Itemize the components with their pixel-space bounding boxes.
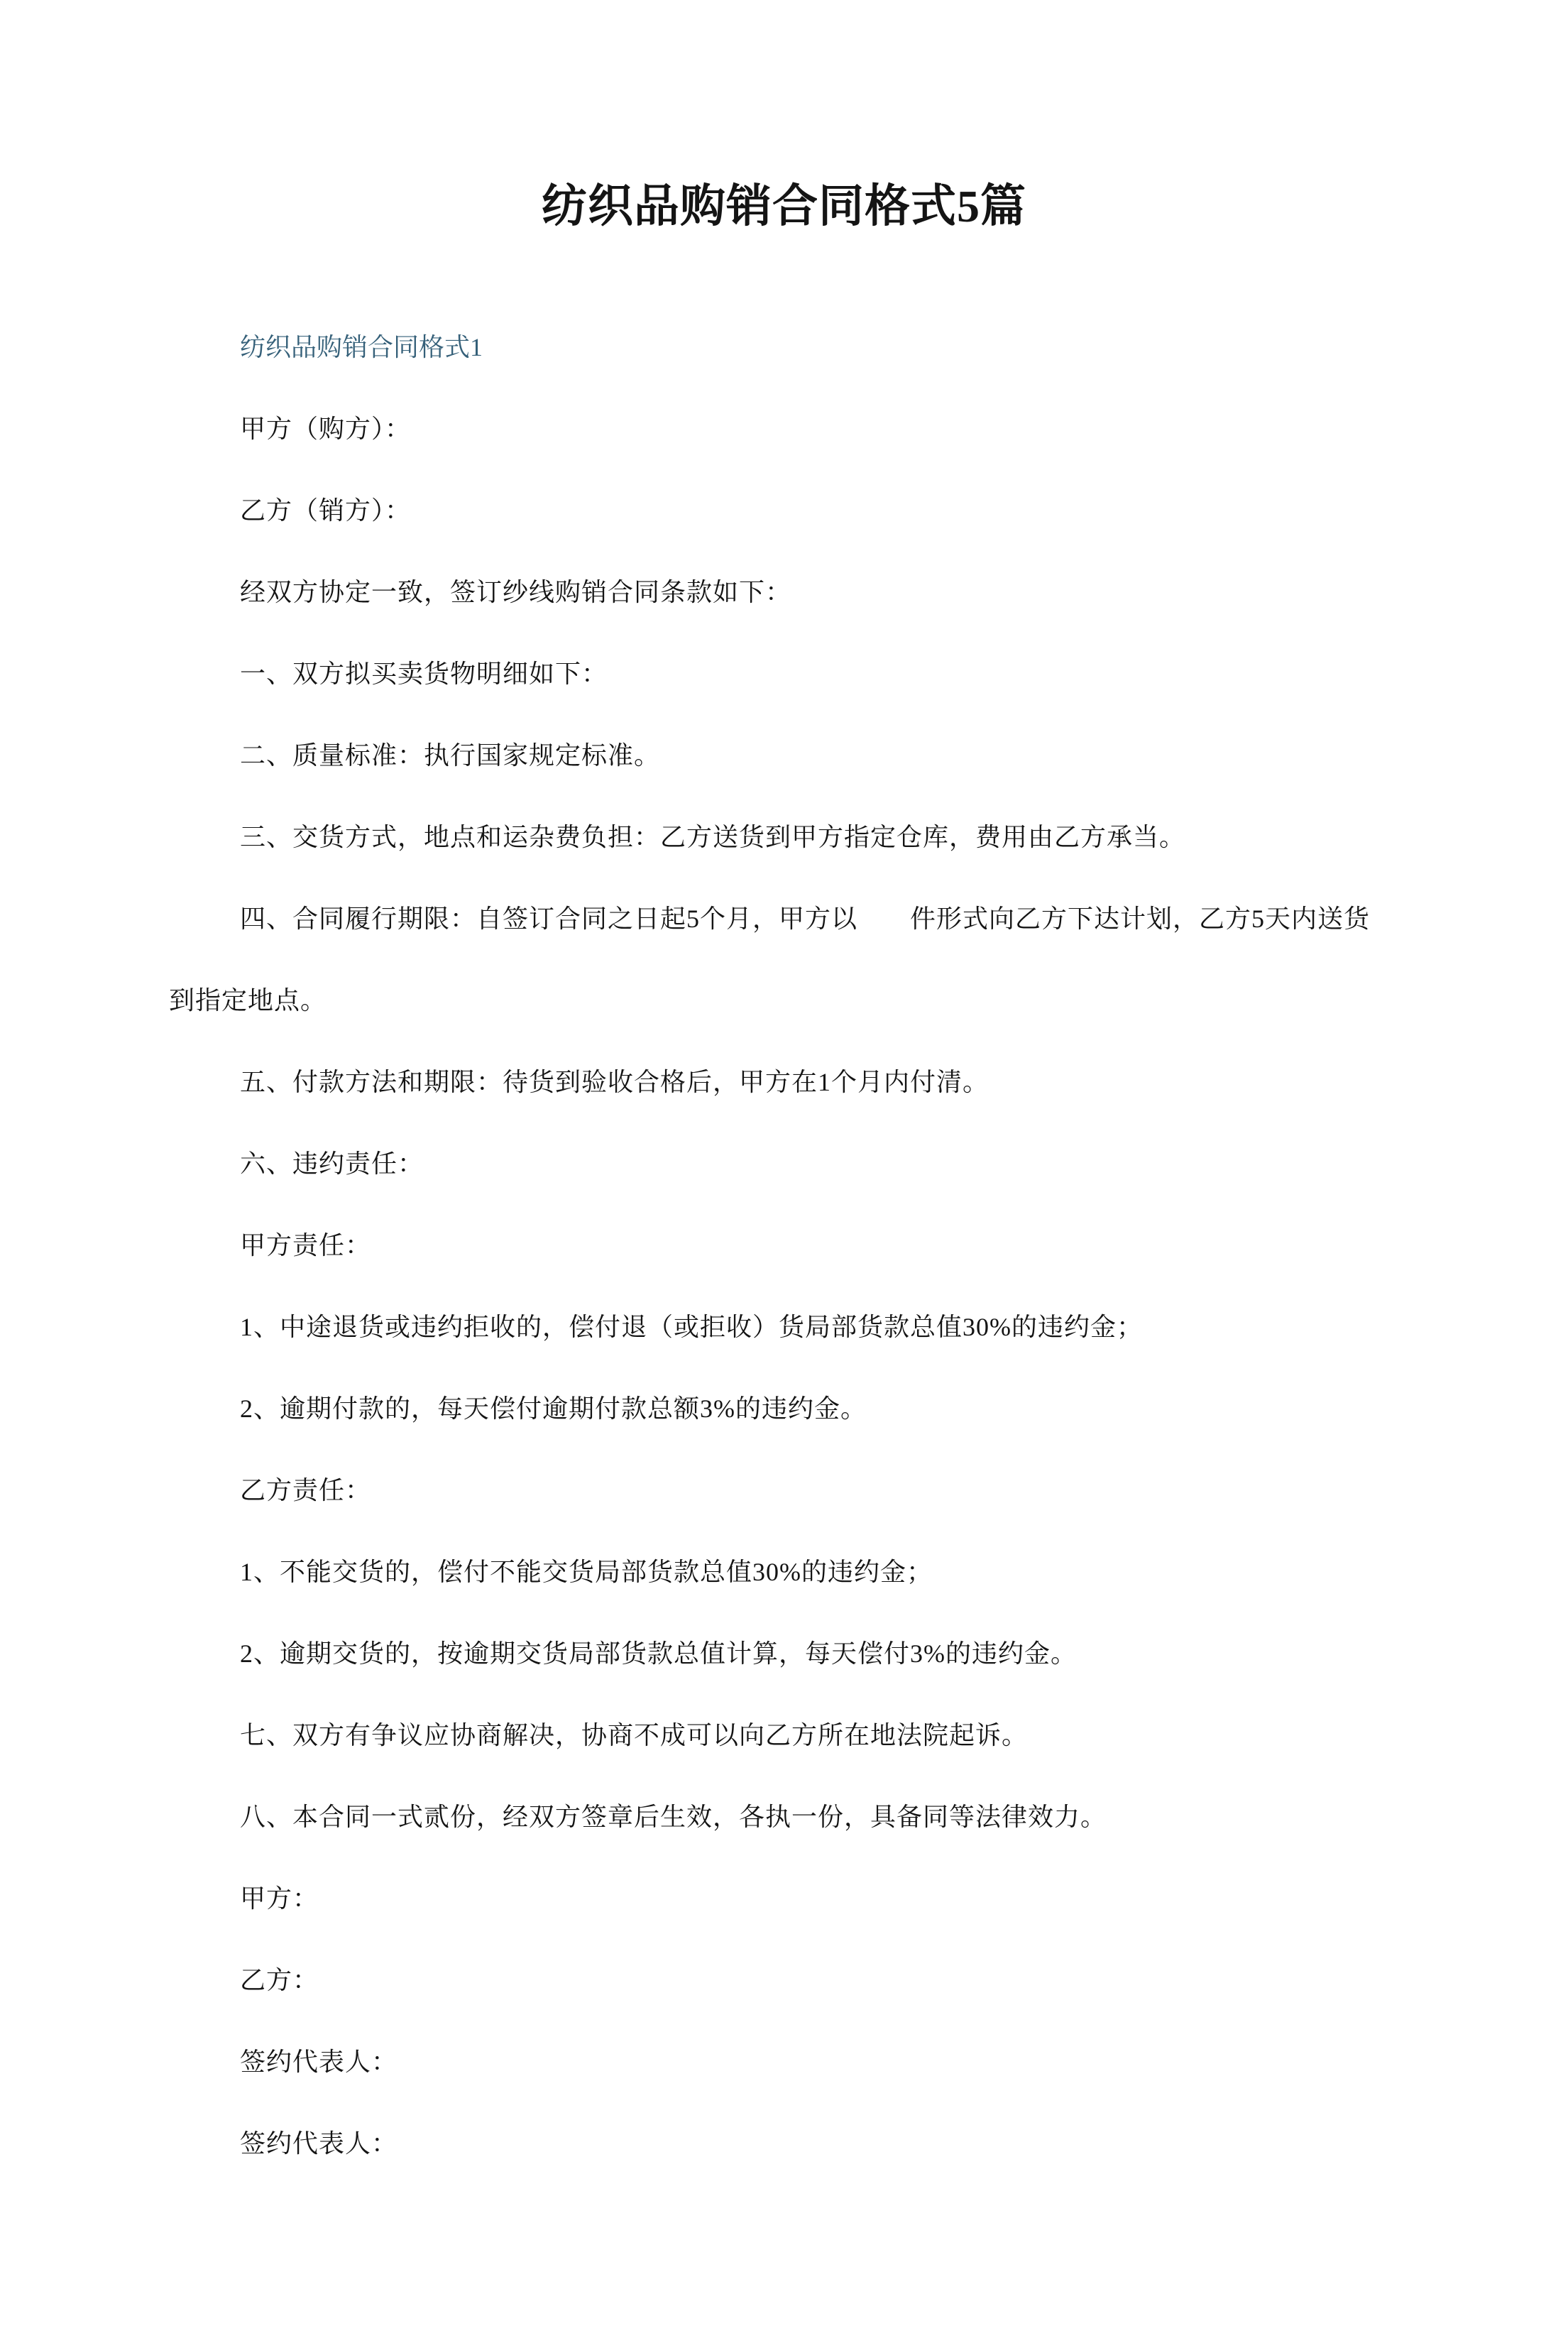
line-signature-party-b: 乙方： xyxy=(240,1966,319,1994)
section-heading: 纺织品购销合同格式1 xyxy=(240,333,483,361)
line-signing-rep-a: 签约代表人： xyxy=(240,2048,398,2076)
line-party-a-liability-1: 1、中途退货或违约拒收的，偿付退（或拒收）货局部货款总值30%的违约金； xyxy=(240,1313,1143,1341)
line-party-a-label: 甲方（购方）： xyxy=(240,415,412,443)
line-party-b-liability: 乙方责任： xyxy=(240,1476,372,1504)
line-signing-rep-b: 签约代表人： xyxy=(240,2129,398,2158)
line-party-b-label: 乙方（销方）： xyxy=(240,496,412,525)
line-preamble: 经双方协定一致，签订纱线购销合同条款如下： xyxy=(240,578,792,606)
line-signature-party-a: 甲方： xyxy=(240,1884,319,1913)
line-clause-5: 五、付款方法和期限：待货到验收合格后，甲方在1个月内付清。 xyxy=(240,1068,989,1096)
line-party-b-liability-2: 2、逾期交货的，按逾期交货局部货款总值计算，每天偿付3%的违约金。 xyxy=(240,1639,1077,1668)
line-clause-8: 八、本合同一式贰份，经双方签章后生效，各执一份，具备同等法律效力。 xyxy=(240,1803,1107,1831)
line-party-a-liability-2: 2、逾期付款的，每天偿付逾期付款总额3%的违约金。 xyxy=(240,1394,867,1423)
line-clause-3: 三、交货方式，地点和运杂费负担：乙方送货到甲方指定仓库，费用由乙方承当。 xyxy=(240,823,1186,851)
line-party-b-liability-1: 1、不能交货的，偿付不能交货局部货款总值30%的违约金； xyxy=(240,1558,933,1586)
contract-body xyxy=(169,388,1399,2185)
line-clause-1: 一、双方拟买卖货物明细如下： xyxy=(240,660,608,688)
document-title: 纺织品购销合同格式5篇 xyxy=(542,181,1026,231)
line-party-a-liability: 甲方责任： xyxy=(240,1231,372,1260)
line-clause-6: 六、违约责任： xyxy=(240,1149,424,1178)
line-clause-2: 二、质量标准：执行国家规定标准。 xyxy=(240,741,661,770)
line-clause-4: 四、合同履行期限：自签订合同之日起5个月，甲方以 件形式向乙方下达计划，乙方5天内送货 xyxy=(240,905,1371,933)
line-clause-7: 七、双方有争议应协商解决，协商不成可以向乙方所在地法院起诉。 xyxy=(240,1721,1029,1749)
line-clause-4-continuation: 到指定地点。 xyxy=(169,986,327,1015)
